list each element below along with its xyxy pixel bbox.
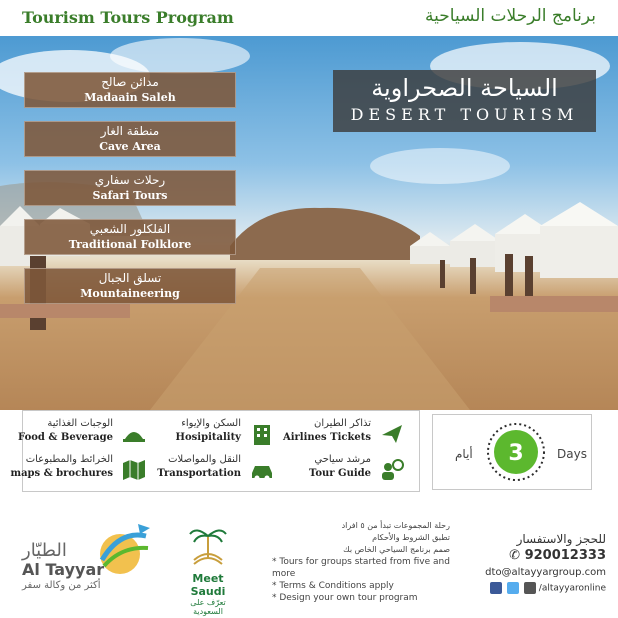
- menu-item-label-ar: الفلكلور الشعبي: [89, 222, 171, 236]
- service-airlines-tickets: [281, 417, 411, 449]
- instagram-icon[interactable]: [524, 582, 536, 594]
- service-label-en: Food & Beverage: [18, 432, 113, 443]
- menu-item-mountaineering[interactable]: [24, 268, 236, 304]
- menu-item-label-ar: تسلق الجبال: [98, 271, 162, 285]
- service-label-ar: الخرائط والمطبوعات: [25, 454, 113, 465]
- twitter-icon[interactable]: [507, 582, 519, 594]
- menu-item-label-en: Traditional Folklore: [68, 238, 192, 251]
- social-handle[interactable]: /altayyaronline: [538, 583, 606, 594]
- footer: [0, 500, 618, 618]
- building-icon: [249, 421, 275, 447]
- desert-tourism-title-en: DESERT TOURISM: [350, 105, 579, 124]
- menu-item-cave-area[interactable]: [24, 121, 236, 157]
- food-tray-icon: [121, 421, 147, 447]
- phone-value: 920012333: [524, 548, 606, 563]
- service-food-beverage: [18, 417, 153, 449]
- header: [0, 0, 618, 36]
- phone-icon: ✆: [509, 548, 525, 563]
- meet-saudi-ar: تعرّف على السعودية: [190, 598, 226, 616]
- program-title-en: Tourism Tours Program: [22, 8, 234, 27]
- menu-item-traditional-folklore[interactable]: [24, 219, 236, 255]
- service-label-ar: السكن والإيواء: [181, 418, 241, 429]
- note-ar: صمم برنامج السياحي الخاص بك: [343, 545, 450, 554]
- contact-label-ar: للحجز والاستفسار: [516, 532, 606, 546]
- palm-swords-icon: [188, 522, 228, 568]
- service-label-en: maps & brochures: [10, 468, 113, 479]
- note-en: * Design your own tour program: [272, 593, 418, 603]
- meet-saudi-logo: [176, 522, 240, 616]
- desert-tourism-title: [333, 70, 596, 132]
- duration-value: 3: [508, 441, 524, 466]
- email-link[interactable]: dto@altayyargroup.com: [485, 567, 606, 578]
- service-transportation: [151, 453, 281, 485]
- duration-unit-ar: أيام: [455, 447, 473, 461]
- social-links: [466, 582, 606, 594]
- service-label-en: Airlines Tickets: [282, 432, 371, 443]
- note-ar: رحلة المجموعات تبدأ من ٥ افراد: [341, 521, 450, 530]
- duration-badge: [485, 421, 547, 483]
- facebook-icon[interactable]: [490, 582, 502, 594]
- menu-item-label-ar: مدائن صالح: [101, 75, 159, 89]
- brand-name-ar: الطيّار: [22, 540, 67, 561]
- service-maps-brochures: [10, 453, 153, 485]
- menu-item-safari-tours[interactable]: [24, 170, 236, 206]
- menu-item-label-en: Madaain Saleh: [84, 91, 176, 104]
- hero-desert-image: [0, 36, 618, 410]
- car-icon: [249, 457, 275, 483]
- menu-item-label-en: Mountaineering: [80, 287, 180, 300]
- service-label-ar: النقل والمواصلات: [168, 454, 241, 465]
- map-icon: [121, 457, 147, 483]
- note-ar: تطبق الشروط والأحكام: [372, 533, 450, 542]
- guide-icon: [379, 457, 405, 483]
- service-tour-guide: [281, 453, 411, 485]
- tour-notes: [272, 520, 450, 604]
- desert-tourism-title-ar: السياحة الصحراوية: [371, 74, 558, 102]
- program-title-ar: برنامج الرحلات السياحية: [425, 6, 596, 26]
- duration-panel: [432, 414, 592, 490]
- brand-name-en: Al Tayyar: [22, 560, 105, 579]
- services-panel: [10, 410, 420, 492]
- service-label-ar: مرشد سياحي: [314, 454, 371, 465]
- service-label-ar: تذاكر الطيران: [314, 418, 371, 429]
- brand-tagline-ar: أكثر من وكالة سفر: [22, 580, 101, 591]
- airplane-icon: [379, 421, 405, 447]
- service-label-en: Tour Guide: [309, 468, 371, 479]
- note-en: * Tours for groups started from five and more: [272, 557, 450, 579]
- menu-item-label-ar: منطقة الغار: [100, 124, 160, 138]
- menu-item-label-en: Safari Tours: [92, 189, 168, 202]
- duration-unit-en: Days: [557, 447, 587, 461]
- contact-panel: [466, 532, 606, 594]
- service-label-en: Hosipitality: [175, 432, 241, 443]
- service-label-ar: الوجبات الغذائية: [47, 418, 113, 429]
- service-label-en: Transportation: [157, 468, 241, 479]
- phone-number[interactable]: [466, 548, 606, 563]
- menu-item-label-en: Cave Area: [99, 140, 161, 153]
- meet-saudi-en: Meet Saudi: [190, 572, 226, 598]
- menu-item-madaain-saleh[interactable]: [24, 72, 236, 108]
- service-hosipitality: [151, 417, 281, 449]
- note-en: * Terms & Conditions apply: [272, 581, 394, 591]
- menu-item-label-ar: رحلات سفاري: [94, 173, 166, 187]
